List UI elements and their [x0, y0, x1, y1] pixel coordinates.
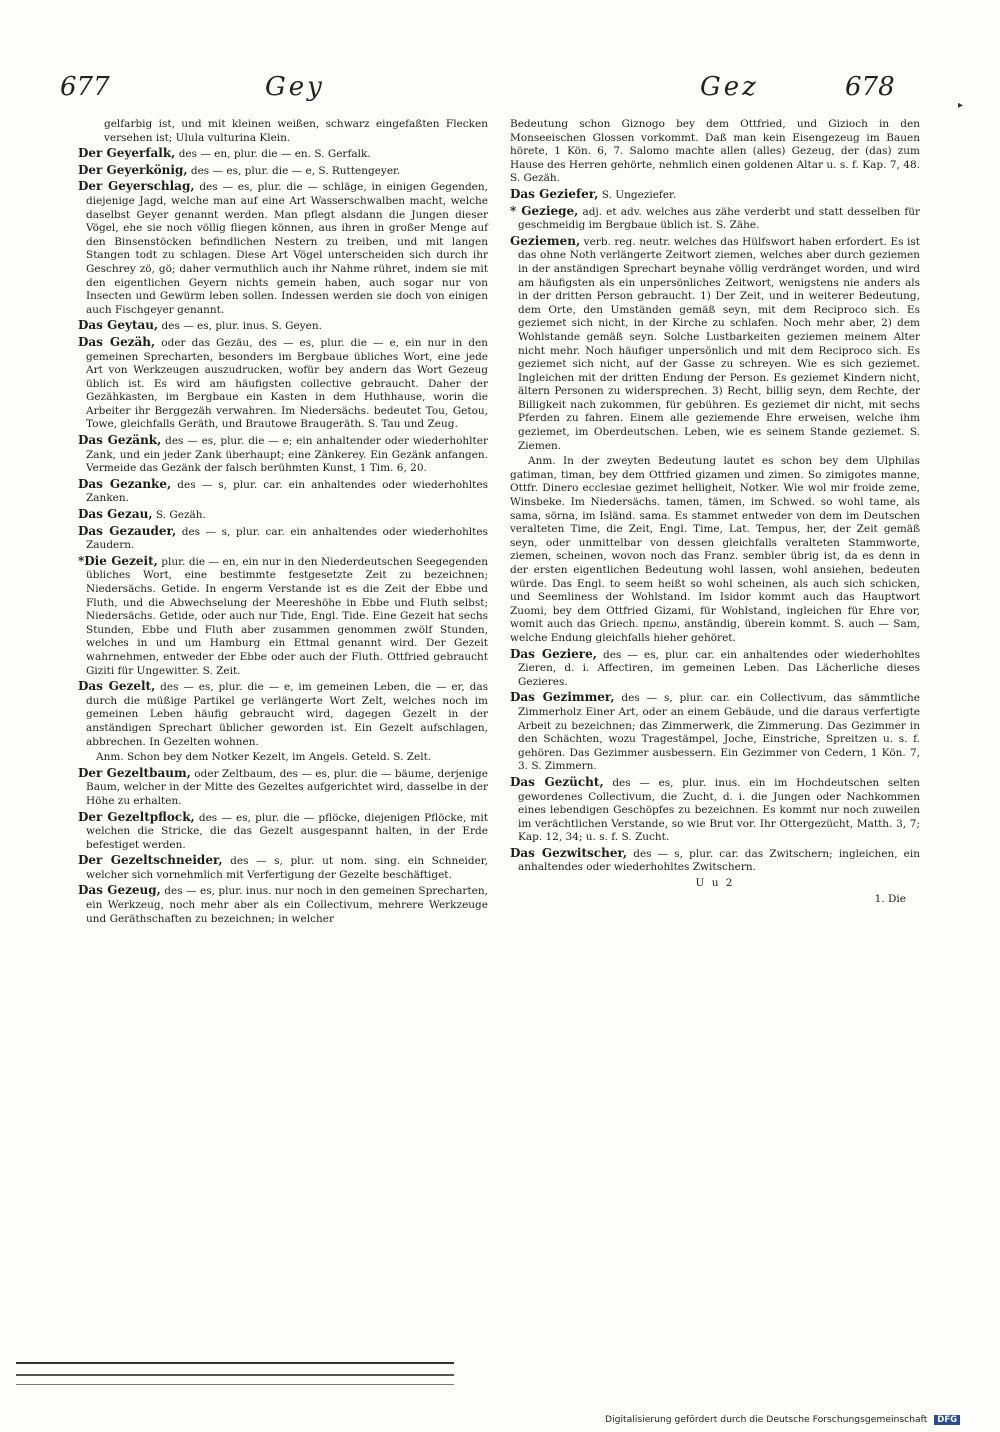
continued-text: Bedeutung schon Giznogo bey dem Ottfried, und Gizioch in den Monseeischen Glossen vorkommt. Daß man kein Eisengezeug im Bauen hörete, 1 Kön. 6, 7. Salomo machte allen (alles) Gezeug, der (das) zum Hause des Herren gehörte, nehmlich einen goldenen Altar u. s. f. Kap. 7, 48. S. Gezäh. — [510, 118, 920, 185]
entry-text: des — es, plur. inus. ein im Hochdeutschen selten gewordenes Collectivum, die Zucht, d. i. die Jungen oder Nachkommen eines lebendigen Geschöpfes zu bezeichnen. Es kommt nur noch zuweilen im verächtlichen Verstande, so wie Brut vor. Ihr Ottergezücht, Matth. 3, 7; Kap. 12, 34; u. s. f. S. Zucht. — [518, 776, 920, 844]
dictionary-entry — [510, 847, 920, 875]
headword: *Die Gezeit, — [78, 553, 158, 568]
entry-text: des — s, plur. ut nom. sing. ein Schneider, welcher sich vornehmlich mit Verfertigung der Gezelte beschäftiget. — [86, 855, 488, 881]
dictionary-entry — [78, 525, 488, 553]
scan-edge-marks — [16, 1362, 456, 1386]
left-column — [78, 118, 488, 928]
continued-text: gelfarbig ist, und mit kleinen weißen, schwarz eingefaßten Flecken versehen ist; Ulula vulturina Klein. — [104, 118, 488, 144]
entry-text: des — es, plur. inus. S. Geyen. — [161, 320, 322, 333]
entry-text: plur. die — en, ein nur in den Niederdeutschen Seegegenden übliches Wort, eine bestimmte festgesetzte Zeit zu bezeichnen; Niedersächs. Getide. In engerm Verstande ist es die Zeit der Ebbe und Fluth, und die Abwechselung der Meereshöhe in Ebbe und Fluth selbst; Niedersächs. Getide, oder auch nur Tide, Engl. Tide. Eine Gezeit hat sechs Stunden, Ebbe und Fluth aber zusammen genommen zwölf Stunden, welches in und um Hamburg ein Ettmal genannt wird. Der Gezeit wahrnehmen, entweder der Ebbe oder auch der Fluth. Ottfried gebraucht Giziti für Ungewitter. S. Zeit. — [86, 555, 489, 677]
entry-text: des — es, plur. die — pflöcke, diejenigen Pflöcke, mit welchen die Stricke, die das Gezelt ausgespannt halten, in der Erde befestiget werden. — [86, 811, 488, 851]
entry-text: S. Gezäh. — [155, 509, 206, 522]
entry-text: des — es, plur. car. ein anhaltendes oder wiederhohltes Zieren, d. i. Affectiren, im gemeinen Leben. Das Lächerliche dieses Gezieres. — [518, 648, 921, 688]
running-head-right: Gez — [700, 72, 759, 102]
entry-text: oder Zeltbaum, des — es, plur. die — bäume, derjenige Baum, welcher in der Mitte des Gezeltes aufgerichtet wird, dasselbe in der Höhe zu erhalten. — [86, 767, 488, 807]
scan-line — [16, 1374, 454, 1376]
dictionary-entry — [78, 319, 488, 334]
entry-text: des — es, plur. die — e, S. Ruttengeyer. — [190, 164, 401, 177]
headword: Das Gezeug, — [78, 883, 161, 898]
entry-text: des — es, plur. die — e; ein anhaltender oder wiederhohlter Zank, und ein jeder Zank überhaupt; eine Zänkerey. Ein Gezänk anfangen. Vermeide das Gezänk der falsch berühmten Kunst, 1 Tim. 6, 20. — [86, 435, 488, 475]
headword: * Geziege, — [510, 203, 579, 218]
page-number-right: 678 — [845, 72, 895, 102]
running-head-left: Gey — [265, 72, 325, 102]
entry-note: Anm. Schon bey dem Notker Kezelt, im Angels. Geteld. S. Zelt. — [96, 751, 432, 764]
headword: Der Geyerkönig, — [78, 162, 188, 177]
dictionary-entry — [78, 884, 488, 926]
headword: Geziemen, — [510, 233, 581, 248]
dictionary-entry — [510, 235, 920, 454]
entry-text: des — s, plur. car. ein Collectivum, das sämmtliche Zimmerholz Einer Art, oder an einem Gebäude, und die daraus verfertigte Arbeit zu bezeichnen; das Zimmerwerk, die Zimmerung. Das Gezimmer in den Schächten, wozu Tragestämpel, Joche, Einstriche, Spreitzen u. s. f. gehören. Das Gezimmer ausbessern. Ein Gezimmer von Cedern, 1 Kön. 7, 3. S. Zimmern. — [518, 692, 920, 773]
headword: Das Geytau, — [78, 318, 159, 333]
headword: Das Gezanke, — [78, 476, 172, 491]
page-number-left: 677 — [60, 72, 110, 102]
entry-text: des — en, plur. die — en. S. Gerfalk. — [178, 148, 371, 161]
dictionary-entry — [78, 811, 488, 853]
digitization-footer — [605, 1414, 990, 1428]
dictionary-entry — [78, 336, 488, 432]
entry-text: des — s, plur. car. ein anhaltendes oder wiederhohltes Zanken. — [86, 478, 488, 505]
entry-note: Anm. In der zweyten Bedeutung lautet es schon bey dem Ulphilas gatiman, timan, bey dem Ottfried gizamen und zimen. So zimigotes manne, Ottfr. Dinero ecclesiae gezimet helligheit, Notker. Wie wol mir froide zeme, Winsbeke. Im Niedersächs. tamen, tämen, im Schwed. so wohl tame, als sama, sörna, im Isländ. sama. Es stammet entweder von dem im Deutschen veralteten Time, die Zeit, Engl. Time, Lat. Tempus, her, der Zeit gemäß seyn, oder unmittelbar von dessen gleichfalls veralteten Stammworte, ziemen, scheinen, wovon noch das Franz. sembler übrig ist, da es denn in der ersten eigentlichen Bedeutung wohl lassen, wohl ansiehen, bedeuten würde. Das Engl. to seem heißt so wohl scheinen, als auch sich schicken, und Seemliness der Wohlstand. Im Isidor kommt auch das Hauptwort Zuomi, bey dem Ottfried Gizami, für Wohlstand, ingleichen für Ehre vor, womit auch das Griech. πρεπω, anständig, überein kommt. S. auch — Sam, welche Endung gleichfalls hieher gehöret. — [510, 455, 920, 644]
dictionary-entry — [78, 147, 488, 162]
dictionary-entry — [78, 508, 488, 523]
entry-text: des — es, plur. die — e, im gemeinen Leben, die — er, das durch die müßige Partikel ge verlängerte Wort Zelt, welches noch im gemeinen Leben häufig gebraucht wird, dagegen Gezelt in der anständigen Sprechart üblicher geworden ist. Ein Gezelt aufschlagen, abbrechen. In Gezelten wohnen. — [86, 681, 488, 748]
entry-text: verb. reg. neutr. welches das Hülfswort haben erfordert. Es ist das ohne Noth verlängerte Zeitwort ziemen, welches aber durch geziemen in der anständigen Sprechart beynahe völlig verdränget worden, und wird am häufigsten als ein unpersönliches Zeitwort, wenigstens nie anders als in der dritten Person gebraucht. 1) Der Zeit, und in weiterer Bedeutung, dem Orte, den Umständen gemäß seyn, mit dem Reciproco sich. Es geziemet sich nicht, in der Kirche zu schlafen. Noch mehr aber, 2) dem Wohlstande gemäß seyn. Solche Lustbarkeiten geziemen meinem Alter nicht mehr. Noch häufiger unpersönlich und mit dem Reciproco sich. Es geziemet sich nicht, auf der Gasse zu schreyen. Wie es sich geziemet. Ingleichen mit der dritten Endung der Person. Es geziemet Kindern nicht, ältern Personen zu widersprechen. 3) Recht, billig seyn, dem Rechte, der Billigkeit nach zukommen, für gebühren. Es geziemet dir nicht, mit sechs Pferden zu fahren. Einem alle geziemende Ehre erweisen, welche ihm geziemet, im Oberdeutschen. Leben, wie es seinem Stande geziemet. S. Ziemen. — [518, 235, 921, 452]
catchword: 1. Die — [874, 892, 906, 905]
dictionary-entry — [510, 691, 920, 774]
footer-text: Digitalisierung gefördert durch die Deutsche Forschungsgemeinschaft — [605, 1414, 928, 1425]
page-header — [60, 70, 930, 110]
headword: Das Gezauder, — [78, 523, 177, 538]
headword: Der Geyerfalk, — [78, 146, 176, 161]
entry-text: des — s, plur. car. das Zwitschern; ingleichen, ein anhaltendes oder wiederhohltes Zwitschern. — [518, 847, 921, 874]
entry-text: oder das Gezäu, des — es, plur. die — e, ein nur in den gemeinen Sprecharten, besonders im Bergbaue übliches Wort, eine jede Art von Werkzeugen auszudrucken, wofür bey andern das Wort Gezeug üblich ist. Es wird am häufigsten collective gebraucht. Daher der Gezähkasten, im Bergbaue ein Kasten in dem Huthhause, worin die Arbeiter ihr Berggezäh verwahren. Im Niedersächs. bedeutet Tou, Getou, Towe, gleichfalls Geräth, und Brautowe Braugeräth. S. Tau und Zeug. — [86, 336, 488, 431]
scan-line — [16, 1362, 454, 1364]
headword: Der Gezeltpflock, — [78, 809, 195, 824]
scan-line — [16, 1384, 454, 1385]
headword: Das Gezänk, — [78, 433, 162, 448]
headword: Das Gezücht, — [510, 774, 604, 789]
headword: Der Gezeltbaum, — [78, 765, 191, 780]
entry-text: S. Ungeziefer. — [601, 188, 677, 201]
dictionary-entry — [510, 188, 920, 203]
dictionary-entry — [78, 478, 488, 506]
headword: Das Gezwitscher, — [510, 845, 628, 860]
entry-text: des — es, plur. inus. nur noch in den gemeinen Sprecharten, ein Werkzeug, noch mehr aber als ein Collectivum, mehrere Werkzeuge und Geräthschaften zu bezeichnen; in welcher — [86, 885, 488, 925]
headword: Das Gezäh, — [78, 334, 156, 349]
headword: Das Geziere, — [510, 646, 597, 661]
margin-mark: ▸ — [958, 100, 964, 111]
signature-mark: U u 2 — [695, 877, 735, 890]
dictionary-entry — [510, 205, 920, 233]
dictionary-entry — [510, 776, 920, 845]
dfg-logo: DFG — [934, 1415, 960, 1425]
dictionary-entry — [78, 555, 488, 678]
dictionary-entry — [78, 680, 488, 749]
entry-text: des — s, plur. car. ein anhaltendes oder wiederhohltes Zaudern. — [86, 525, 489, 552]
dictionary-entry — [78, 434, 488, 476]
entry-text: des — es, plur. die — schläge, in einigen Gegenden, diejenige Jagd, welche man auf eine Art Wasserschwalben macht, welche daselbst Geyer genannt werden. Man pflegt alsdann die Jungen dieser Vögel, ehe sie noch völlig fliegen können, aus ihren in großer Menge auf den Binsenstöcken befindlichen Nestern zu treiben, und mit langen Stangen todt zu schlagen. Diese Art Vögel unterscheiden sich durch ihr Geschrey zö, gö; daher vermuthlich auch ihr Nahme rühret, indem sie mit den eigentlichen Geyern nichts gemein haben, auch sogar nur von Insecten und Gewürm leben sollen. Indessen werden sie doch von einigen auch Fischgeyer genannt. — [86, 181, 488, 316]
headword: Das Geziefer, — [510, 186, 599, 201]
dictionary-entry — [78, 854, 488, 882]
headword: Das Gezelt, — [78, 679, 156, 694]
dictionary-entry — [78, 180, 488, 317]
dictionary-entry — [78, 164, 488, 179]
headword: Das Gezau, — [78, 507, 153, 522]
dictionary-entry — [78, 767, 488, 809]
entry-text: adj. et adv. welches aus zähe verderbt und statt desselben für geschmeidig im Bergbaue üblich ist. S. Zähe. — [518, 205, 921, 232]
headword: Der Geyerschlag, — [78, 179, 195, 194]
headword: Das Gezimmer, — [510, 690, 615, 705]
right-column — [510, 118, 920, 906]
dictionary-entry — [510, 648, 920, 690]
headword: Der Gezeltschneider, — [78, 853, 223, 868]
